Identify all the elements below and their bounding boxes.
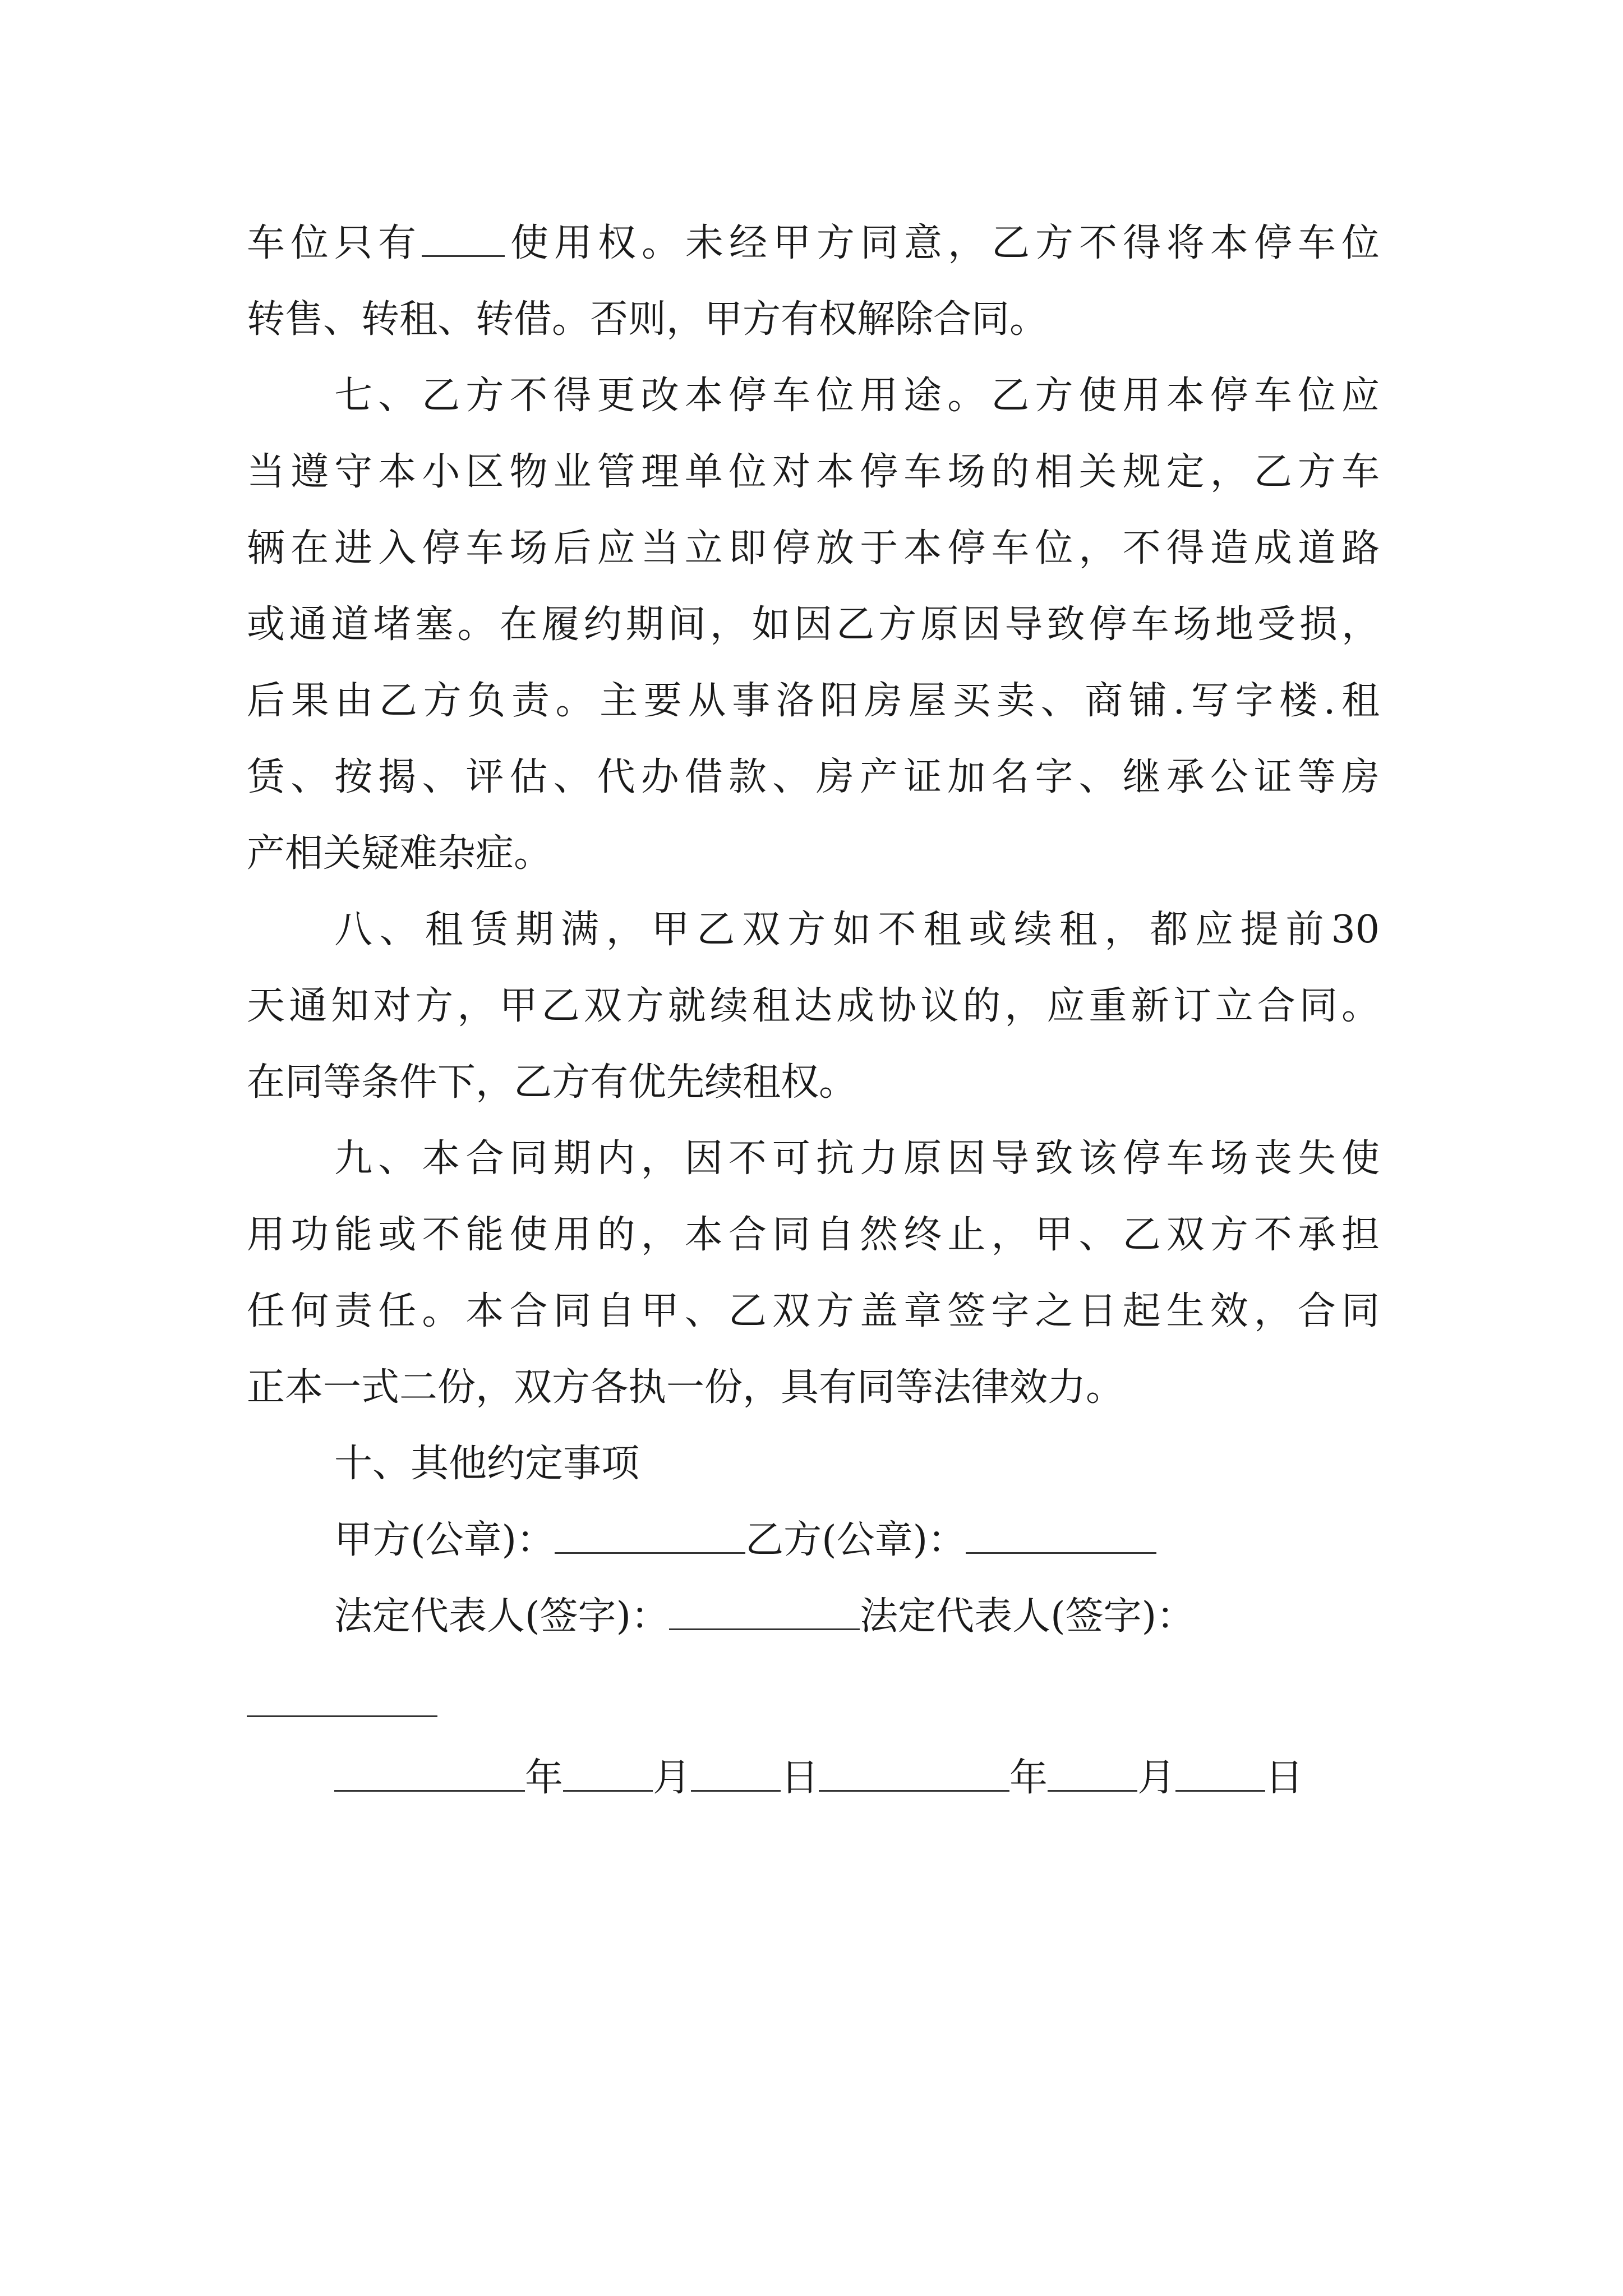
text-segment: 使用权。未经甲方同意，乙方不得将本停车位 (505, 221, 1380, 265)
text-line: 天通知对方，甲乙双方就续租达成协议的，应重新订立合同。 (247, 984, 1380, 1028)
year-a-blank[interactable] (334, 1756, 525, 1792)
year-label: 年 (525, 1756, 564, 1800)
signature-seal-line (334, 1512, 1380, 1568)
month-a-blank[interactable] (563, 1756, 653, 1792)
text-line: 后果由乙方负责。主要从事洛阳房屋买卖、商铺.写字楼.租 (247, 679, 1380, 723)
party-a-seal-blank[interactable] (555, 1519, 745, 1554)
month-label: 月 (1137, 1756, 1176, 1800)
text-line (247, 215, 1380, 272)
party-b-seal-label: 乙方(公章)： (745, 1518, 966, 1562)
date-line (334, 1750, 1380, 1806)
year-label: 年 (1009, 1756, 1048, 1800)
text-line: 十、其他约定事项 (334, 1442, 640, 1486)
text-line: 当遵守本小区物业管理单位对本停车场的相关规定，乙方车 (247, 450, 1380, 494)
text-line: 辆在进入停车场后应当立即停放于本停车位，不得造成道路 (247, 526, 1380, 570)
fill-blank[interactable] (422, 222, 505, 257)
rep-b-blank[interactable] (247, 1715, 437, 1717)
text-line: 正本一式二份，双方各执一份，具有同等法律效力。 (247, 1365, 1124, 1410)
text-line: 在同等条件下，乙方有优先续租权。 (247, 1060, 857, 1105)
day-label: 日 (781, 1756, 819, 1800)
party-a-seal-label: 甲方(公章)： (334, 1518, 555, 1562)
text-line: 用功能或不能使用的，本合同自然终止，甲、乙双方不承担 (247, 1213, 1380, 1257)
month-label: 月 (653, 1756, 691, 1800)
text-line: 七、乙方不得更改本停车位用途。乙方使用本停车位应 (334, 374, 1380, 418)
day-a-blank[interactable] (691, 1756, 781, 1792)
text-line: 转售、转租、转借。否则，甲方有权解除合同。 (247, 297, 1048, 342)
day-b-blank[interactable] (1175, 1756, 1265, 1792)
text-line: 赁、按揭、评估、代办借款、房产证加名字、继承公证等房 (247, 755, 1380, 799)
text-line: 任何责任。本合同自甲、乙双方盖章签字之日起生效，合同 (247, 1289, 1380, 1333)
text-line: 或通道堵塞。在履约期间，如因乙方原因导致停车场地受损， (247, 602, 1380, 647)
day-label: 日 (1265, 1756, 1304, 1800)
rep-a-blank[interactable] (669, 1595, 860, 1630)
rep-b-label: 法定代表人(签字)： (860, 1594, 1195, 1639)
rep-a-label: 法定代表人(签字)： (334, 1594, 670, 1639)
year-b-blank[interactable] (819, 1756, 1009, 1792)
signature-rep-line (334, 1589, 1380, 1645)
month-b-blank[interactable] (1048, 1756, 1137, 1792)
text-line: 八、租赁期满，甲乙双方如不租或续租，都应提前30 (334, 908, 1380, 952)
party-b-seal-blank[interactable] (966, 1519, 1156, 1554)
text-line: 九、本合同期内，因不可抗力原因导致该停车场丧失使 (334, 1137, 1380, 1181)
text-segment: 车位只有 (247, 221, 422, 265)
text-line: 产相关疑难杂症。 (247, 831, 552, 876)
